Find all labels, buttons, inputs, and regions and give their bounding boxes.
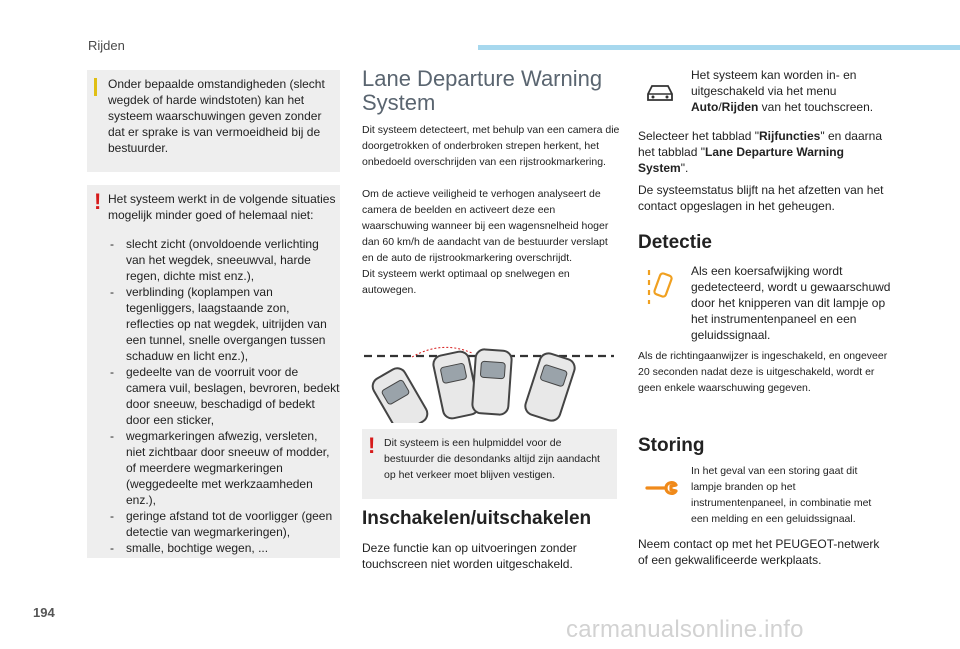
warning-exclamation-icon: ! <box>368 433 376 458</box>
page-number: 194 <box>33 605 55 620</box>
ldw-description: Dit systeem detecteert, met behulp van een camera die doorgetrokken of onderbroken strepen herkent, het onbedoeld overschrijden van een rijstrookmarkering. <box>362 124 620 168</box>
watermark: carmanualsonline.info <box>566 616 804 643</box>
ldw-description-2: Om de actieve veiligheid te verhogen analyseert de camera de beelden en activeert deze een waarschuwing wanneer bij een wagensnelheid hoger dan 60 km/h de aandacht van de bestuurder verslapt en de auto de rijstrookmarkering overschrijdt. <box>362 188 609 264</box>
car-icon <box>369 365 430 423</box>
section-heading-detection: Detectie <box>638 232 712 253</box>
fault-contact-text: Neem contact op met het PEUGEOT-netwerk of een gekwalificeerde werkplaats. <box>638 537 880 567</box>
list-item: - gedeelte van de voorruit voor de camera vuil, beslagen, bevroren, bedekt door sneeuw, beschadigd of bedekt door een sticker, <box>108 364 340 428</box>
warning-exclamation-icon: ! <box>94 189 102 214</box>
section-heading-fault: Storing <box>638 435 705 456</box>
menu-instruction: Het systeem kan worden in- en uitgeschakeld via het menu Auto/Rijden van het touchscreen. <box>691 68 874 114</box>
detection-note: Als de richtingaanwijzer is ingeschakeld, en ongeveer 20 seconden nadat deze is uitgeschakeld, wordt er geen enkele waarschuwing gegeven. <box>638 350 888 394</box>
section-heading-switch: Inschakelen/uitschakelen <box>362 508 592 529</box>
list-item: - verblinding (koplampen van tegenliggers, laagstaande zon, reflecties op nat wegdek, uitrijden van een tunnel, snelle overgangen tussen schaduw en licht enz.), <box>108 284 340 364</box>
warning-intro-text: Het systeem werkt in de volgende situaties mogelijk minder goed of helemaal niet: <box>108 192 336 222</box>
list-item: - smalle, bochtige wegen, ... <box>108 540 340 556</box>
warning-situations-list <box>108 236 340 556</box>
list-item: - wegmarkeringen afwezig, versleten, niet zichtbaar door sneeuw of modder, of meerdere wegmarkeringen (weggedeelte met werkzaamheden enz.), <box>108 428 340 508</box>
car-icon <box>644 80 676 104</box>
list-item: - geringe afstand tot de voorligger (geen detectie van wegmarkeringen), <box>108 508 340 540</box>
header-accent-bar <box>478 45 960 50</box>
page-title: Lane Departure Warning System <box>362 66 603 115</box>
ldw-note-text: Dit systeem is een hulpmiddel voor de bestuurder die desondanks altijd zijn aandacht op het verkeer moet blijven vestigen. <box>384 437 600 481</box>
car-icon <box>472 349 512 415</box>
info-mark-icon <box>94 78 97 96</box>
list-item: - slecht zicht (onvoldoende verlichting van het wegdek, sneeuwval, harde regen, dichte mist enz.), <box>108 236 340 284</box>
switch-text: Deze functie kan op uitvoeringen zonder touchscreen niet worden uitgeschakeld. <box>362 541 577 571</box>
lane-departure-warning-lamp-icon <box>645 266 675 306</box>
lane-departure-illustration <box>362 335 617 423</box>
detection-text: Als een koersafwijking wordt gedetecteerd, wordt u gewaarschuwd door het knipperen van dit lampje op het instrumentenpaneel en een geluidssignaal. <box>691 264 891 342</box>
select-tab-instruction: Selecteer het tabblad "Rijfuncties" en daarna het tabblad "Lane Departure Warning System". <box>638 129 882 175</box>
ldw-description-3: Dit systeem werkt optimaal op snelwegen en autowegen. <box>362 268 570 296</box>
wrench-icon <box>644 476 678 496</box>
fault-text: In het geval van een storing gaat dit lampje branden op het instrumentenpaneel, in combinatie met een melding en een geluidssignaal. <box>691 465 872 525</box>
info-note-text: Onder bepaalde omstandigheden (slecht wegdek of harde windstoten) kan het systeem waarschuwingen geven zonder dat er sprake is van vermoeidheid bij de bestuurder. <box>108 77 325 155</box>
section-title: Rijden <box>88 38 125 53</box>
status-memory-text: De systeemstatus blijft na het afzetten van het contact opgeslagen in het geheugen. <box>638 183 884 213</box>
car-icon <box>523 351 577 423</box>
